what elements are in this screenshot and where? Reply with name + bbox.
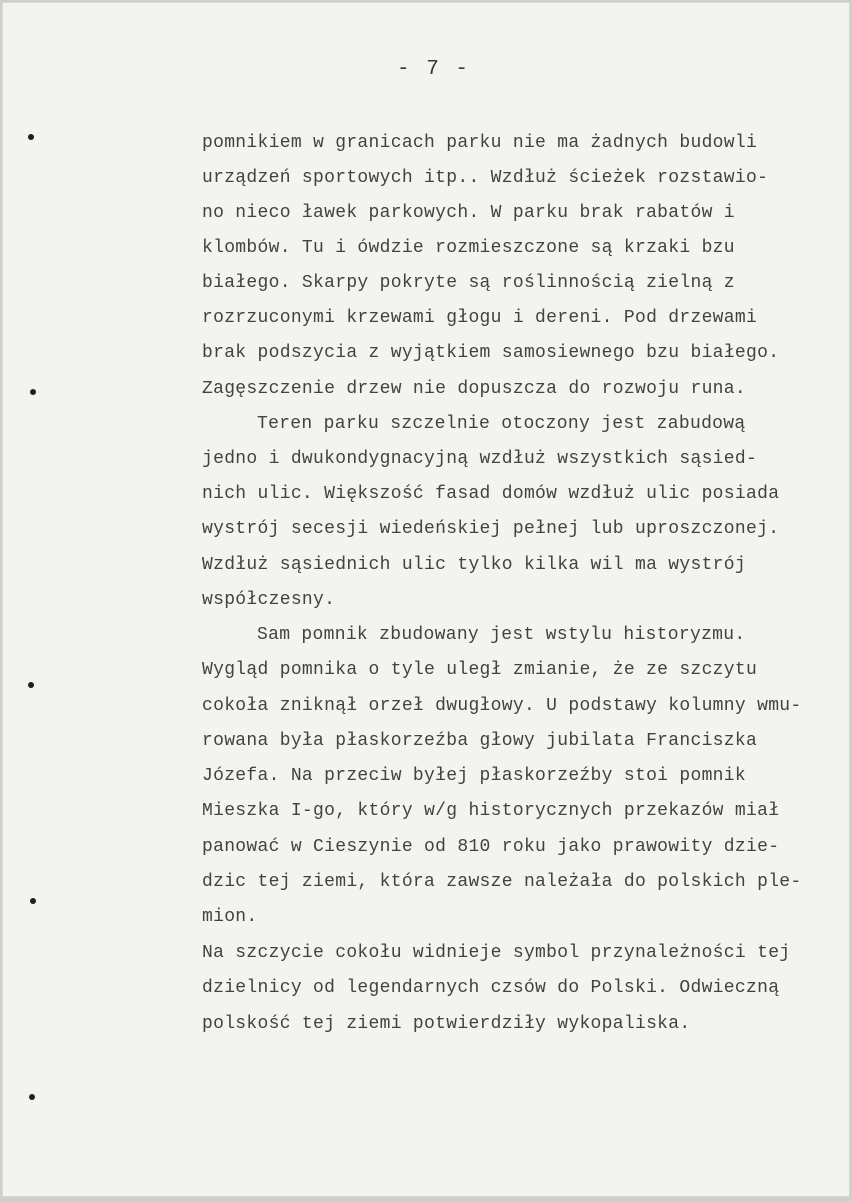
text-line: Sam pomnik zbudowany jest wstylu historyzmu. <box>257 625 746 645</box>
body-text <box>2 2 850 1197</box>
text-line: białego. Skarpy pokryte są roślinnością zielną z <box>202 273 735 293</box>
text-line: no nieco ławek parkowych. W parku brak rabatów i <box>202 203 735 223</box>
punch-hole-mark <box>28 134 34 140</box>
text-line: dzielnicy od legendarnych czsów do Polski. Odwieczną <box>202 978 780 998</box>
text-line: dzic tej ziemi, która zawsze należała do polskich ple- <box>202 872 802 892</box>
punch-hole-mark <box>30 898 36 904</box>
page-number: - 7 - <box>397 58 471 81</box>
text-line: rozrzuconymi krzewami głogu i dereni. Pod drzewami <box>202 308 758 328</box>
text-line: brak podszycia z wyjątkiem samosiewnego bzu białego. <box>202 343 780 363</box>
text-line: mion. <box>202 907 258 927</box>
text-line: rowana była płaskorzeźba głowy jubilata Franciszka <box>202 731 758 751</box>
text-line: Józefa. Na przeciw byłej płaskorzeźby stoi pomnik <box>202 766 746 786</box>
text-line: Wygląd pomnika o tyle uległ zmianie, że ze szczytu <box>202 660 758 680</box>
text-line: współczesny. <box>202 590 336 610</box>
text-line: wystrój secesji wiedeńskiej pełnej lub uproszczonej. <box>202 519 780 539</box>
text-line: Mieszka I-go, który w/g historycznych przekazów miał <box>202 801 780 821</box>
text-line: pomnikiem w granicach parku nie ma żadnych budowli <box>202 133 758 153</box>
text-line: klombów. Tu i ówdzie rozmieszczone są krzaki bzu <box>202 238 735 258</box>
text-line: Na szczycie cokołu widnieje symbol przynależności tej <box>202 943 791 963</box>
text-line: urządzeń sportowych itp.. Wzdłuż ścieżek rozstawio- <box>202 168 769 188</box>
punch-hole-mark <box>28 682 34 688</box>
text-line: nich ulic. Większość fasad domów wzdłuż ulic posiada <box>202 484 780 504</box>
text-line: Wzdłuż sąsiednich ulic tylko kilka wil ma wystrój <box>202 555 746 575</box>
text-line: polskość tej ziemi potwierdziły wykopaliska. <box>202 1014 691 1034</box>
text-line: cokoła zniknął orzeł dwugłowy. U podstawy kolumny wmu- <box>202 696 802 716</box>
text-line: jedno i dwukondygnacyjną wzdłuż wszystkich sąsied- <box>202 449 758 469</box>
punch-hole-mark <box>29 1094 35 1100</box>
text-line: Zagęszczenie drzew nie dopuszcza do rozwoju runa. <box>202 379 746 399</box>
punch-hole-mark <box>30 389 36 395</box>
document-page <box>2 2 850 1197</box>
text-line: panować w Cieszynie od 810 roku jako prawowity dzie- <box>202 837 780 857</box>
text-line: Teren parku szczelnie otoczony jest zabudową <box>257 414 746 434</box>
